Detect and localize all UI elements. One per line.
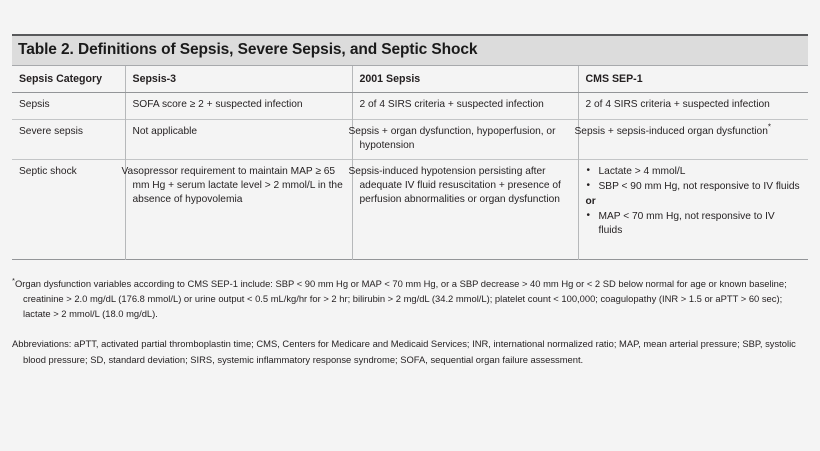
table-header-row — [12, 66, 808, 93]
table-row — [12, 119, 808, 159]
cell-cmssep1-severe-sepsis — [574, 119, 808, 159]
list-item: • Lactate > 4 mmol/L — [586, 165, 802, 179]
footnote-marker-leading: * — [12, 275, 15, 285]
column-header-cms-sep-1: CMS SEP-1 — [578, 66, 808, 93]
cell-category-sepsis: Sepsis — [12, 93, 125, 119]
column-header-sepsis-category: Sepsis Category — [12, 66, 125, 93]
table-abbreviations: Abbreviations: aPTT, activated partial thromboplastin time; CMS, Centers for Medicare and Medicaid Services; INR, international normalized ratio; MAP, mean arterial pressure; SBP, systolic blood pressure; SD, standard deviation; SIRS, systemic inflammatory response syndrome; SOFA, sequential organ failure assessment. — [12, 338, 796, 365]
list-item-or-separator: or — [585, 195, 596, 207]
cell-category-severe-sepsis: Severe sepsis — [12, 119, 125, 159]
document-page — [0, 34, 820, 451]
footnote-text: Organ dysfunction variables according to CMS SEP-1 include: SBP < 90 mm Hg or MAP < 70 mm Hg, or a SBP decrease > 40 mm Hg or < 2 SD below normal for age or known baseline; creatinine > 2.0 mg/dL (176.8 mmol/L) or urine output < 0.5 mL/kg/hr for > 2 hr; bilirubin > 2 mg/dL (34.2 mmol/L); platelet count < 100,000; coagulopathy (INR > 1.5 or aPTT > 60 sec); lactate > 2 mmol/L (18.0 mg/dL). — [14, 277, 787, 320]
table-body — [12, 93, 808, 259]
cell-category-septic-shock: Septic shock — [12, 159, 125, 259]
table-row — [12, 93, 808, 119]
cell-sepsis2001-severe-sepsis: Sepsis + organ dysfunction, hypoperfusion, or hypotension — [352, 119, 578, 159]
table-footnote — [12, 276, 808, 322]
cell-cmssep1-severe-sepsis-text: Sepsis + sepsis-induced organ dysfunction — [574, 125, 768, 137]
list-item: • SBP < 90 mm Hg, not responsive to IV fluids — [586, 180, 802, 194]
column-header-2001-sepsis: 2001 Sepsis — [352, 66, 578, 93]
list-item: • MAP < 70 mm Hg, not responsive to IV fluids — [586, 210, 802, 238]
cell-cmssep1-septic-shock — [578, 159, 808, 259]
table-row — [12, 159, 808, 259]
cell-sepsis3-severe-sepsis: Not applicable — [125, 119, 352, 159]
cell-sepsis2001-sepsis: 2 of 4 SIRS criteria + suspected infection — [352, 93, 578, 119]
cms-sep1-criteria-list — [586, 165, 802, 238]
table-header — [12, 66, 808, 93]
table-title-band — [12, 34, 808, 66]
cell-sepsis3-sepsis: SOFA score ≥ 2 + suspected infection — [125, 93, 352, 119]
column-header-sepsis-3: Sepsis-3 — [125, 66, 352, 93]
footnote-marker: * — [767, 122, 772, 132]
cell-cmssep1-sepsis: 2 of 4 SIRS criteria + suspected infection — [585, 99, 770, 111]
cell-sepsis3-septic-shock: Vasopressor requirement to maintain MAP ≥ 65 mm Hg + serum lactate level > 2 mmol/L in the absence of hypovolemia — [125, 159, 352, 259]
sepsis-definitions-table — [12, 66, 808, 260]
cell-sepsis2001-septic-shock: Sepsis-induced hypotension persisting after adequate IV fluid resuscitation + presence of perfusion abnormalities or organ dysfunction — [352, 159, 578, 259]
table-title: Table 2. Definitions of Sepsis, Severe Sepsis, and Septic Shock — [18, 41, 478, 58]
